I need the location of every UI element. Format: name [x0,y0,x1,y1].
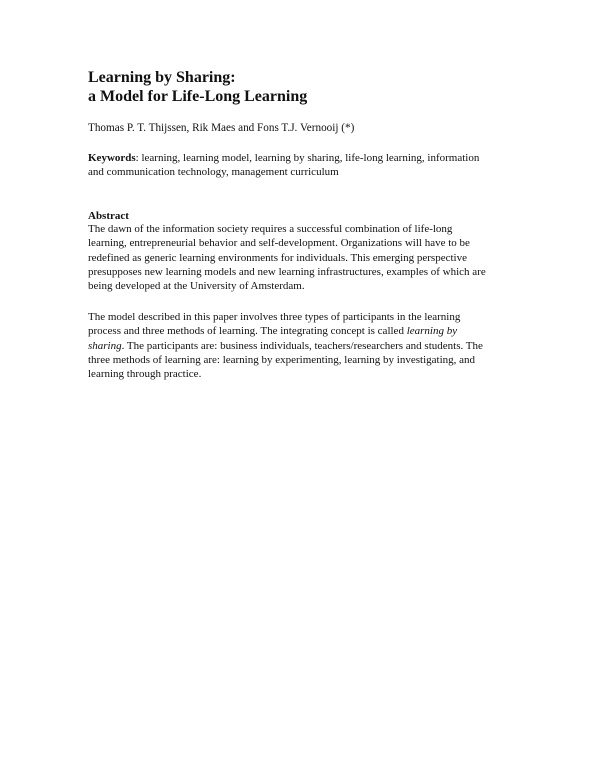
title-line-1: Learning by Sharing: [88,69,236,86]
abstract-paragraph-1 [88,222,528,293]
author-list: Thomas P. T. Thijssen, Rik Maes and Fons T.J. Vernooij (*) [88,122,355,134]
abstract-p1-line: learning, entrepreneurial behavior and self-development. Organizations will have to be [88,237,470,250]
abstract-p1-line: redefined as generic learning environments for individuals. This emerging perspective [88,251,467,264]
abstract-p2-line [88,339,528,353]
abstract-p1-line: being developed at the University of Amsterdam. [88,280,305,293]
abstract-p1-line: presupposes new learning models and new learning infrastructures, examples of which are [88,265,486,278]
keywords-line-1 [88,151,528,165]
abstract-p2-text: . The participants are: business individuals, teachers/researchers and students. The [121,339,483,352]
abstract-p2-line: three methods of learning are: learning by experimenting, learning by investigating, and [88,353,476,366]
abstract-p2-line: learning through practice. [88,368,202,381]
abstract-paragraph-2 [88,310,528,381]
abstract-p1-line: The dawn of the information society requires a successful combination of life-long [88,223,453,235]
abstract-p2-text: process and three methods of learning. The integrating concept is called [88,325,407,338]
keywords-text-1: : learning, learning model, learning by sharing, life-long learning, information [135,152,480,164]
keywords-line-2: and communication technology, management curriculum [88,166,339,179]
title-line-2: a Model for Life-Long Learning [88,88,308,105]
keywords-label: Keywords [88,152,136,164]
concept-term: sharing [88,339,122,352]
abstract-heading: Abstract [88,210,129,222]
abstract-p2-line [88,324,528,338]
paper-title [88,68,528,106]
abstract-p2-line: The model described in this paper involves three types of participants in the learning [88,311,461,323]
keywords-section [88,151,528,180]
concept-term: learning by [406,325,458,338]
